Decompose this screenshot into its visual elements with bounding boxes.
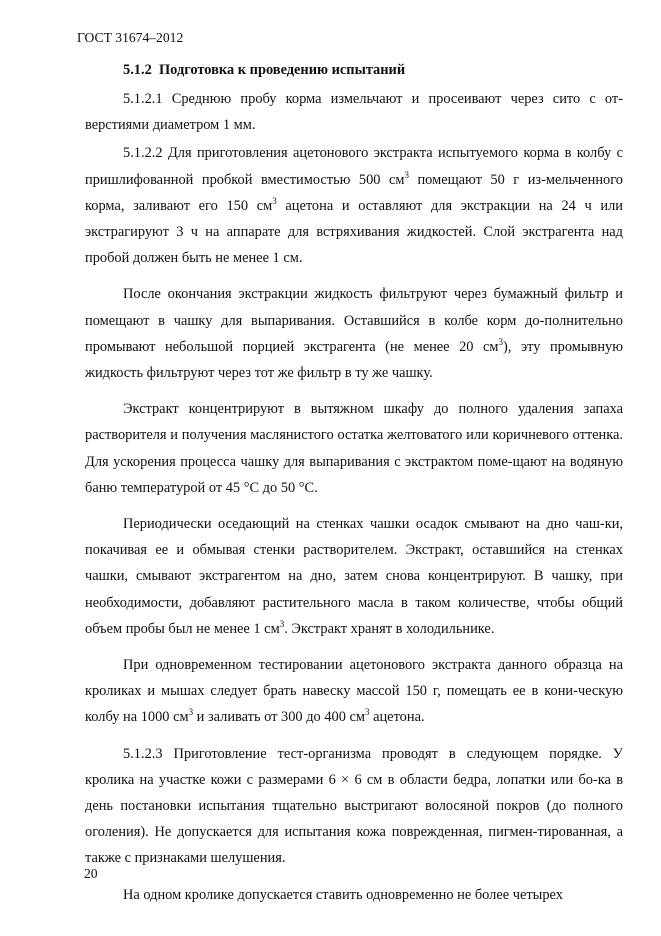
paragraph-5-1-2-3: 5.1.2.3 Приготовление тест-организма проводят в следующем порядке. У кролика на участке кожи с размерами 6 × 6 см в области бедра, лопатки или бо-ка в день постановки испытания тщательно выстригают волосяной покров (до полного оголения). Не допускается для испытания кожа поврежденная, пигмен-тированная, а также с признаками шелушения. bbox=[85, 745, 623, 867]
paragraph-text: и заливать от 300 до 400 см bbox=[193, 709, 365, 726]
paragraph-text: . Экстракт хранят в холодильнике. bbox=[284, 620, 495, 637]
document-header: ГОСТ 31674–2012 bbox=[77, 30, 184, 45]
section-number: 5.1.2 bbox=[123, 62, 152, 78]
superscript: 3 bbox=[365, 707, 370, 718]
paragraph-5-1-2-2 bbox=[85, 140, 623, 271]
superscript: 3 bbox=[404, 169, 409, 180]
paragraph-text: При одновременном тестировании ацетонового экстракта данного образца на кроликах и мышах следует брать навеску массой 150 г, помещать ее в кони-ческую колбу на 1000 см bbox=[85, 657, 623, 726]
paragraph-text: Периодически оседающий на стенках чашки осадок смывают на дно чаш-ки, покачивая ее и обмывая стенки растворителем. Экстракт, оставшийся на стенках чашки, смывают экстрагентом на дно, затем снова концентрируют. В чашку, при необходимости, добавляют растительного масла в таком количестве, чтобы общий объем пробы был не менее 1 см bbox=[85, 516, 623, 637]
superscript: 3 bbox=[279, 618, 285, 629]
paragraph-text: 5.1.2.2 Для приготовления ацетонового экстракта испытуемого корма в колбу с пришлифованной пробкой вместимостью 500 см bbox=[85, 145, 623, 188]
paragraph-one-rabbit: На одном кролике допускается ставить одновременно не более четырех bbox=[123, 886, 563, 903]
document-body bbox=[85, 56, 623, 908]
superscript: 3 bbox=[498, 336, 504, 347]
section-title: Подготовка к проведению испытаний bbox=[158, 62, 406, 78]
paragraph-text: помещают 50 г из-мельченного корма, заливают его 150 см bbox=[85, 171, 623, 214]
paragraph-text: После окончания экстракции жидкость фильтруют через бумажный фильтр и помещают в чашку для выпаривания. Оставшийся в колбе корм до-полнительно промывают небольшой порцией экстрагента (не менее 20 см bbox=[85, 286, 623, 355]
section-heading bbox=[85, 56, 623, 84]
paragraph-sediment bbox=[85, 511, 623, 642]
paragraph-5-1-2-1: 5.1.2.1 Среднюю пробу корма измельчают и просеивают через сито с от-верстиями диаметром 1 мм. bbox=[85, 91, 623, 134]
paragraph-simultaneous-testing bbox=[85, 652, 623, 731]
paragraph-text: ацетона. bbox=[369, 709, 425, 726]
paragraph-concentration: Экстракт концентрируют в вытяжном шкафу до полного удаления запаха растворителя и получения маслянистого остатка желтоватого или коричневого оттенка. Для ускорения процесса чашку для выпаривания с экстрактом поме-щают на водяную баню температурой от 45 °С до 50 °С. bbox=[85, 401, 623, 496]
paragraph-text: ацетона и оставляют для экстракции на 24 ч или экстрагируют 3 ч на аппарате для встряхивания жидкостей. Слой экстрагента над пробой должен быть не менее 1 см. bbox=[85, 197, 624, 267]
superscript: 3 bbox=[272, 195, 277, 206]
paragraph-filtration bbox=[85, 281, 623, 386]
page-number: 20 bbox=[84, 866, 98, 881]
paragraph-text: ), эту промывную жидкость фильтруют через тот же фильтр в ту же чашку. bbox=[85, 338, 623, 382]
superscript: 3 bbox=[188, 707, 194, 718]
